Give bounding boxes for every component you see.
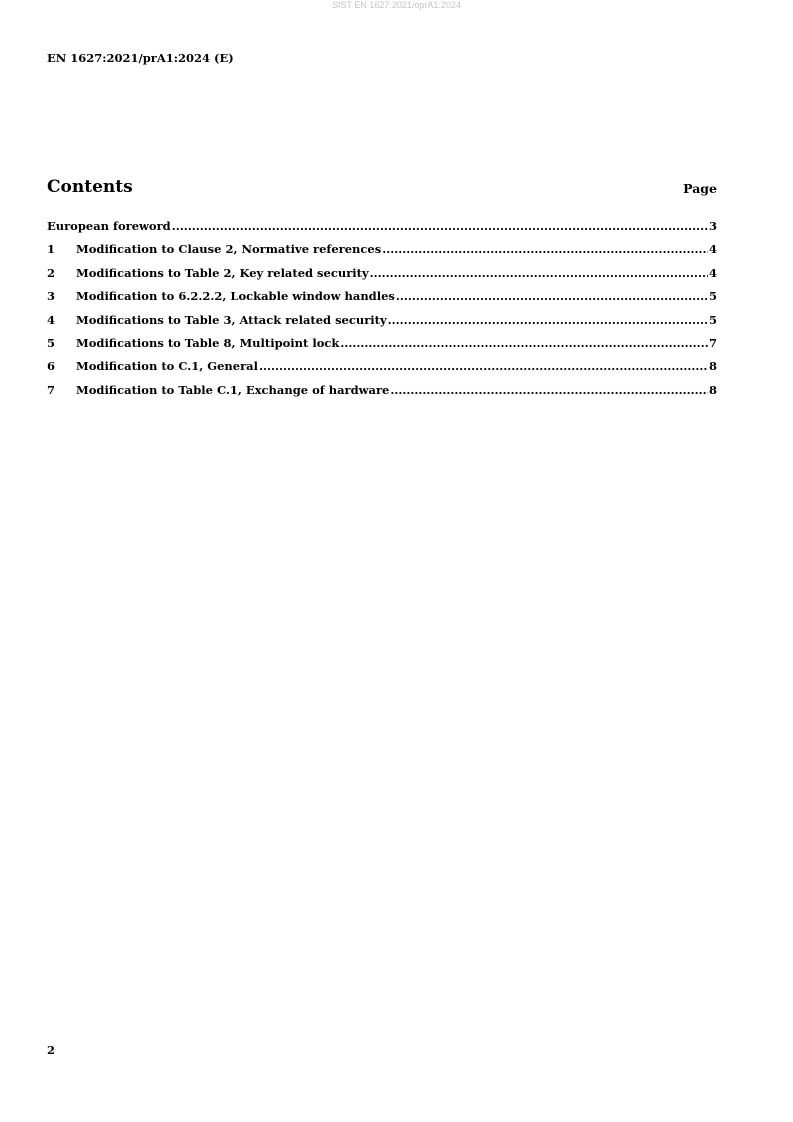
toc-entry-number: 2: [47, 265, 56, 280]
toc-entry-title[interactable]: Modifications to Table 2, Key related security: [76, 265, 369, 280]
toc-leader-dots: [370, 266, 708, 280]
toc-leader-dots: [396, 289, 708, 303]
toc-entry-title[interactable]: Modification to 6.2.2.2, Lockable window handles: [76, 289, 395, 304]
table-of-contents: [47, 219, 717, 406]
toc-entry-page[interactable]: 5: [708, 289, 717, 304]
contents-heading: Contents: [47, 177, 133, 197]
toc-entry-number: 3: [47, 289, 56, 304]
toc-entry-page[interactable]: 8: [708, 382, 717, 397]
toc-entry-title[interactable]: European foreword: [47, 219, 171, 233]
toc-entry-3[interactable]: [47, 289, 717, 312]
toc-entry-1[interactable]: [47, 242, 717, 265]
toc-entry-page[interactable]: 4: [708, 242, 717, 257]
toc-entry-title[interactable]: Modifications to Table 3, Attack related security: [76, 312, 387, 327]
toc-entry-number: 6: [47, 359, 56, 374]
toc-entry-number: 7: [47, 382, 56, 397]
document-id: EN 1627:2021/prA1:2024 (E): [47, 51, 234, 65]
toc-entry-title[interactable]: Modification to Table C.1, Exchange of hardware: [76, 382, 390, 397]
toc-entry-page[interactable]: 7: [708, 335, 717, 350]
toc-entry-title[interactable]: Modification to Clause 2, Normative references: [76, 242, 382, 257]
toc-leader-dots: [388, 313, 708, 327]
toc-entry-6[interactable]: [47, 359, 717, 382]
toc-entry-title[interactable]: Modifications to Table 8, Multipoint lock: [76, 335, 340, 350]
watermark-text: SIST EN 1627:2021/oprA1:2024: [332, 0, 461, 10]
toc-entry-number: 5: [47, 335, 56, 350]
page-number: 2: [47, 1043, 56, 1057]
toc-entry-page[interactable]: 8: [708, 359, 717, 374]
toc-leader-dots: [390, 383, 708, 397]
toc-entry-foreword[interactable]: [47, 219, 717, 242]
page-column-heading: Page: [683, 181, 717, 196]
toc-entry-number: 4: [47, 312, 56, 327]
toc-entry-5[interactable]: [47, 336, 717, 359]
toc-entry-page[interactable]: 4: [708, 265, 717, 280]
toc-entry-7[interactable]: [47, 383, 717, 406]
toc-leader-dots: [172, 219, 708, 233]
toc-entry-4[interactable]: [47, 313, 717, 336]
toc-entry-number: 1: [47, 242, 56, 257]
toc-entry-page[interactable]: 3: [708, 219, 717, 233]
toc-leader-dots: [382, 242, 708, 256]
toc-leader-dots: [259, 359, 708, 373]
toc-leader-dots: [340, 336, 708, 350]
toc-entry-title[interactable]: Modification to C.1, General: [76, 359, 258, 374]
toc-entry-page[interactable]: 5: [708, 312, 717, 327]
toc-entry-2[interactable]: [47, 266, 717, 289]
